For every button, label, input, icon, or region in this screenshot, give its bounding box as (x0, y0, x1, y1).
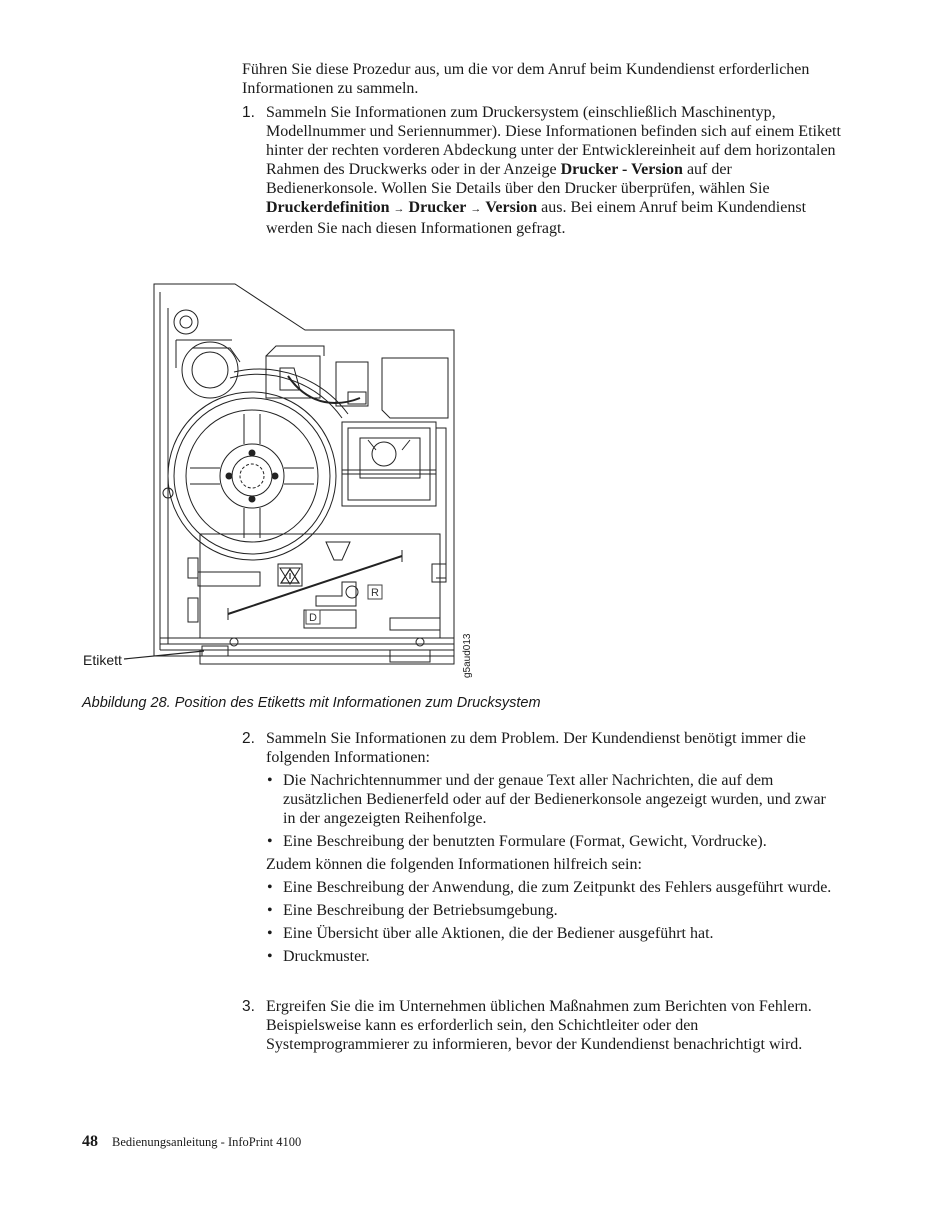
bullet-icon: • (267, 948, 273, 965)
bullet-icon: • (267, 772, 273, 789)
bullet-icon: • (267, 925, 273, 942)
step-3-text: Ergreifen Sie die im Unternehmen üblichen Maßnahmen zum Berichten von Fehlern. Beispielsweise kann es erforderlich sein, den Schichtleiter oder den Systemprogrammierer zu informieren, bevor der Kundendienst benachrichtigt wird. (266, 998, 812, 1053)
helpful-info-intro: Zudem können die folgenden Informationen hilfreich sein: (266, 856, 642, 873)
list-item: • Die Nachrichtennummer und der genaue Text aller Nachrichten, die auf dem zusätzlichen Bedienerfeld oder auf der Bedienerkonsole angezeigt wurden, und zwar in der angezeigten Reihenfolge. (267, 772, 826, 827)
figure-caption: Abbildung 28. Position des Etiketts mit Informationen zum Drucksystem (82, 695, 541, 711)
page-number: 48 (82, 1133, 98, 1150)
step-1-text: Sammeln Sie Informationen zum Druckersystem (einschließlich Maschinentyp, Modellnummer und Seriennummer). Diese Informationen befinden sich auf einem Etikett hinter der rechten vorderen Abdeckung unter der Entwicklereinheit auf dem horizontalen Rahmen des Druckwerks oder in der Anzeige Drucker - Version auf der Bedienerkonsole. Wollen Sie Details über den Drucker überprüfen, wählen Sie Druckerdefinition → Drucker → Version aus. Bei einem Anruf beim Kundendienst werden Sie nach diesen Informationen gefragt. (266, 104, 841, 237)
arrow-right-icon: → (470, 203, 482, 215)
step-number: 2. (242, 730, 255, 747)
menu-path-drucker: Drucker (408, 199, 467, 216)
bullet-icon: • (267, 833, 273, 850)
intro-paragraph: Führen Sie diese Prozedur aus, um die vor dem Anruf beim Kundendienst erforderlichen Informationen zu sammeln. (242, 61, 810, 97)
figure-id: g5aud013 (462, 633, 473, 678)
document-title: Bedienungsanleitung - InfoPrint 4100 (112, 1135, 302, 1149)
page-footer (82, 1133, 301, 1151)
printer-line-drawing (80, 278, 490, 688)
printer-figure (80, 278, 490, 688)
step-number: 3. (242, 998, 255, 1015)
step-3 (242, 997, 842, 1054)
list-item: • Eine Beschreibung der benutzten Formulare (Format, Gewicht, Vordrucke). (267, 833, 767, 850)
list-item: • Eine Übersicht über alle Aktionen, die der Bediener ausgeführt hat. (267, 925, 714, 942)
menu-path-druckerdefinition: Druckerdefinition (266, 199, 390, 216)
bullet-icon: • (267, 879, 273, 896)
warning-triangle-icon (281, 569, 299, 583)
marker-d: D (309, 612, 317, 624)
marker-r: R (371, 587, 379, 599)
menu-path-version: Version (485, 199, 538, 216)
list-item: • Eine Beschreibung der Betriebsumgebung. (267, 902, 558, 919)
step-1 (242, 103, 842, 238)
list-item: • Druckmuster. (267, 948, 370, 965)
callout-line (124, 651, 204, 659)
callout-label: Etikett (83, 652, 122, 668)
bullet-icon: • (267, 902, 273, 919)
required-info-list (266, 771, 842, 851)
step-2-text: Sammeln Sie Informationen zu dem Problem. Der Kundendienst benötigt immer die folgenden Informationen: (266, 730, 806, 766)
arrow-right-icon: → (393, 203, 405, 215)
menu-path-drucker-version: Drucker - Version (560, 161, 683, 178)
step-number: 1. (242, 104, 255, 121)
list-item: • Eine Beschreibung der Anwendung, die zum Zeitpunkt des Fehlers ausgeführt wurde. (267, 879, 832, 896)
step-2 (242, 729, 842, 970)
helpful-info-list (266, 878, 842, 966)
